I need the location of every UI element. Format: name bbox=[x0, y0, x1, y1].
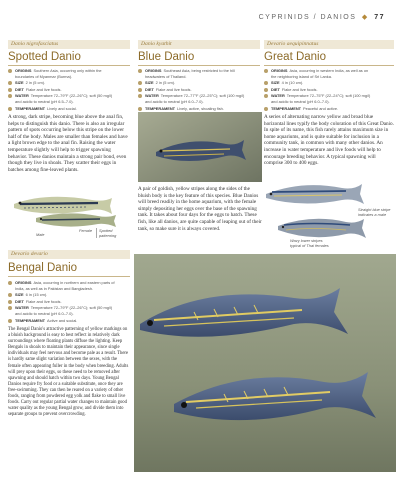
running-head bbox=[259, 13, 385, 21]
bengal-facts bbox=[8, 280, 132, 324]
fact-size: SIZE 6 in (15 cm). bbox=[8, 292, 132, 298]
great-danio-fish-upper bbox=[266, 184, 364, 204]
blue-scientific-name: Danio kyathit bbox=[141, 41, 172, 47]
caption-male: Male bbox=[36, 232, 45, 237]
great-scientific-name-bar bbox=[264, 40, 394, 49]
fact-temperament: TEMPERAMENT Lively and social. bbox=[8, 106, 132, 112]
spotted-description: A strong, dark stripe, becoming blue above the anal fin, helps to distinguish this danio. There is also an irregular pattern of spots occurring below this stripe on the lower half of the body. Males are smaller than females and have a light brown edge to the anal fin. Raising the water temperature slightly will help to trigger spawning behavior. These danios maintain a strong pair bond, even though they live in shoals. They scatter their eggs in batches among fine-leaved plants. bbox=[8, 114, 128, 173]
bengal-description: The Bengal Danio's attractive patterning of yellow markings on a bluish background is easy to best reflect in relatively dark surroundings where floating plants diffuse the lighting. Keep Bengals in shoals to maintain their appearance, since single individuals may feel nervous and become pale as a result. There is hardly same slight variation between the sexes, with the female often appearing fuller in the body when breeding. Adults will prey upon their eggs, so these need to be removed after spawning and should hatch within two days. Young Bengal Danios require fry food or a suitable substitute, once they are free-swimming. They can then be reared on a variety of other foods, ranging from powdered egg yolk and flake to small live foods. Carry out regular partial water changes to maintain good water quality as the young Bengal grow, and divide them into separate groups to prevent overcrowding. bbox=[8, 327, 129, 418]
fact-water: WATER Temperature 72–79°F (22–26°C); soft (50 mg/l) and acidic to neutral (pH 6.0–7.0). bbox=[8, 305, 132, 317]
bengal-scientific-name-bar bbox=[8, 250, 130, 259]
fact-diet: DIET Flake and live foods. bbox=[264, 87, 396, 93]
bengal-danio-photo bbox=[134, 254, 396, 472]
caption-male-stripe: Straight blue stripe indicates a male bbox=[358, 207, 391, 217]
food-icon bbox=[8, 88, 12, 92]
globe-icon bbox=[8, 69, 12, 73]
separator-icon: ◆ bbox=[361, 14, 369, 21]
fact-water: WATER Temperature 72–75°F (22–24°C); soft (100 mg/l) and acidic to neutral (pH 6.0–7.0). bbox=[264, 93, 396, 105]
great-description: A series of alternating narrow yellow and broad blue horizontal lines typify the body coloration of this Great Danio. In spite of its name, this fish rarely attains maximum size in home aquariums, and is quite suitable for inclusion in a community tank, in common with many other danios. An increase in water temperature and live foods will help to encourage breeding behavior. A typical spawning will comprise 300 to 400 eggs. bbox=[264, 114, 394, 167]
section-title: CYPRINIDS / DANIOS bbox=[258, 14, 357, 21]
fact-diet: DIET Flake and live foods. bbox=[138, 87, 262, 93]
fact-origins: ORIGINS Asia, occurring in northern and eastern parts of India, as well as in Pakistan and Bangladesh. bbox=[8, 280, 132, 292]
spotted-female-fish bbox=[36, 213, 116, 227]
fact-temperament: TEMPERAMENT Lively, active, shoaling fish. bbox=[138, 106, 262, 112]
water-drop-icon bbox=[138, 94, 142, 98]
temperament-icon bbox=[8, 319, 12, 323]
temperament-icon bbox=[138, 107, 142, 111]
globe-icon bbox=[8, 281, 12, 285]
fact-water: WATER Temperature 72–79°F (22–26°C); soft (50 mg/l) and acidic to neutral (pH 6.5–7.0). bbox=[8, 93, 132, 105]
food-icon bbox=[138, 88, 142, 92]
ruler-icon bbox=[138, 81, 142, 85]
fact-water: WATER Temperature 72–77°F (22–25°C); soft (100 mg/l) and acidic to neutral (pH 6.0–7.0). bbox=[138, 93, 262, 105]
caption-female: Female bbox=[79, 228, 92, 233]
spotted-scientific-name-bar bbox=[8, 40, 130, 49]
bengal-scientific-name: Devario devario bbox=[11, 251, 48, 257]
page-number: 77 bbox=[374, 14, 385, 21]
fact-origins: ORIGINS Southern Asia, occurring only within the boundaries of Myanmar (Burma). bbox=[8, 68, 132, 80]
spotted-scientific-name: Danio nigrofasciatus bbox=[11, 41, 59, 47]
food-icon bbox=[8, 300, 12, 304]
fact-origins: ORIGINS Asia, occurring in western India, as well as on the neighboring island of Sri Lanka. bbox=[264, 68, 396, 80]
fact-diet: DIET Flake and live foods. bbox=[8, 299, 132, 305]
great-scientific-name: Devario aequipinnatus bbox=[267, 41, 319, 47]
fact-diet: DIET Flake and live foods. bbox=[8, 87, 132, 93]
great-title: Great Danio bbox=[264, 51, 394, 66]
great-danio-fish-lower bbox=[278, 219, 366, 238]
fact-temperament: TEMPERAMENT Peaceful and active. bbox=[264, 106, 396, 112]
blue-title: Blue Danio bbox=[138, 51, 260, 66]
great-facts bbox=[264, 68, 396, 112]
water-drop-icon bbox=[264, 94, 268, 98]
water-drop-icon bbox=[8, 94, 12, 98]
spotted-danio-illustration bbox=[6, 188, 134, 232]
ruler-icon bbox=[264, 81, 268, 85]
blue-danio-photo bbox=[138, 112, 262, 182]
ruler-icon bbox=[8, 293, 12, 297]
fact-size: SIZE 4 in (10 cm). bbox=[264, 80, 396, 86]
temperament-icon bbox=[8, 107, 12, 111]
temperament-icon bbox=[264, 107, 268, 111]
globe-icon bbox=[264, 69, 268, 73]
fact-size: SIZE 2 in (5 cm). bbox=[8, 80, 132, 86]
blue-scientific-name-bar bbox=[138, 40, 260, 49]
spotted-male-fish bbox=[14, 197, 112, 214]
caption-spotted-pattern: Spotted patterning bbox=[96, 228, 129, 238]
globe-icon bbox=[138, 69, 142, 73]
water-drop-icon bbox=[8, 306, 12, 310]
food-icon bbox=[264, 88, 268, 92]
fact-size: SIZE 2 in (5 cm). bbox=[138, 80, 262, 86]
blue-description: A pair of goldish, yellow stripes along the sides of the bluish body is the key feature of this species. Blue Danios will breed readily in the home aquarium, with the female simply depositing her eggs over the base of the spawning tank. It takes about four days for the eggs to hatch. These fish, like all danios, are quite capable of leaping out of their tank, so make sure it is always covered. bbox=[138, 186, 262, 232]
spotted-facts bbox=[8, 68, 132, 112]
caption-female-stripes: Wavy lower stripes typical of Thai females bbox=[290, 238, 329, 248]
fact-origins: ORIGINS Southeast Asia, being restricted to the hill headwaters of Thailand. bbox=[138, 68, 262, 80]
ruler-icon bbox=[8, 81, 12, 85]
bengal-title: Bengal Danio bbox=[8, 262, 130, 277]
fact-temperament: TEMPERAMENT Active and social. bbox=[8, 318, 132, 324]
blue-facts bbox=[138, 68, 262, 112]
spotted-title: Spotted Danio bbox=[8, 51, 130, 66]
